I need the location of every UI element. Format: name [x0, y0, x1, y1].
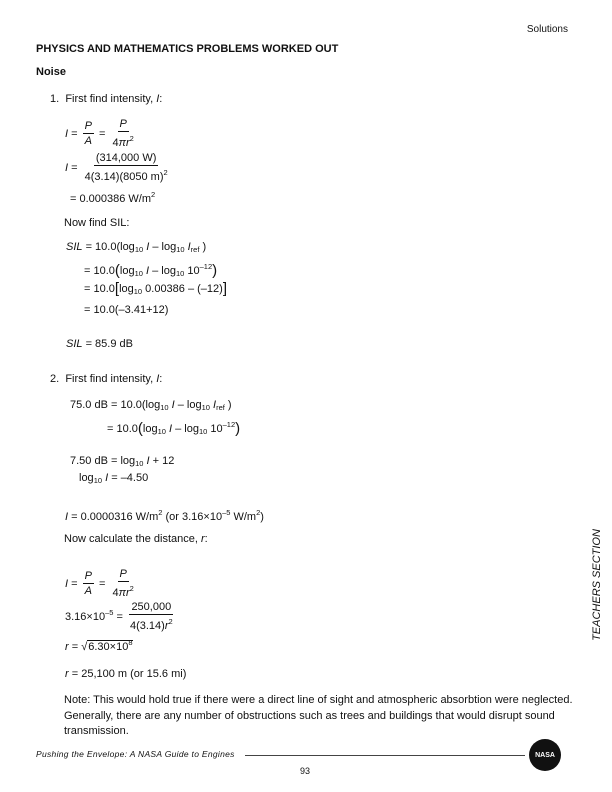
math-text: log [119, 283, 134, 295]
numerator [118, 118, 129, 132]
math-text: W/m [230, 511, 257, 523]
fraction [111, 568, 136, 600]
math-variable: A [84, 585, 92, 597]
math-variable: r [65, 668, 69, 680]
subscript: 10 [198, 427, 208, 436]
superscript: 2 [129, 584, 134, 593]
equation [84, 260, 217, 281]
logo-text: NASA [535, 751, 555, 759]
equation [65, 568, 138, 600]
numerator [94, 152, 159, 166]
footer-divider [245, 755, 525, 756]
math-text: = 10.0(log [82, 241, 135, 253]
distance-intro: Now calculate the distance, r: [64, 533, 208, 545]
note-line: transmission. [64, 725, 129, 737]
variable: I [156, 373, 160, 385]
math-text: 7.50 dB = log [70, 455, 136, 467]
page-title: PHYSICS AND MATHEMATICS PROBLEMS WORKED OUT [36, 43, 339, 55]
equation [84, 303, 168, 317]
math-text: + 12 [149, 455, 175, 467]
problem-intro: First find intensity, [65, 93, 157, 105]
equation [65, 506, 264, 524]
superscript: 2 [129, 134, 134, 143]
footer-guide-title: Pushing the Envelope: A NASA Guide to Engines [36, 749, 235, 759]
math-variable: I [65, 127, 69, 140]
math-text: = [68, 127, 81, 140]
math-text: 4 [112, 137, 119, 149]
subscript: 10 [133, 287, 143, 296]
math-variable: P [119, 568, 127, 580]
math-variable: P [84, 120, 92, 132]
math-variable: I [171, 399, 175, 411]
superscript: –5 [105, 607, 114, 617]
math-text: – log [149, 265, 176, 277]
math-variable: P [84, 570, 92, 582]
subscript: 10 [135, 459, 144, 468]
math-text: – log [174, 399, 202, 411]
math-text: ) [260, 511, 264, 523]
math-text: = 10.0(–3.41+12) [84, 304, 169, 316]
equation [65, 152, 172, 184]
math-text: 10 [207, 423, 223, 435]
section-header: Solutions [526, 24, 568, 35]
math-text: = [95, 127, 109, 140]
teachers-section-label: TEACHERS SECTION [591, 529, 603, 641]
math-variable: I [145, 265, 150, 277]
math-text: ) [224, 399, 232, 411]
equation [65, 667, 186, 681]
note [64, 693, 573, 740]
numerator [83, 120, 94, 134]
subscript: 10 [134, 269, 143, 278]
math-variable: I [146, 455, 150, 467]
denominator [83, 584, 94, 598]
math-text: ) [199, 241, 207, 253]
math-variable: I [65, 161, 69, 174]
bracket: ] [222, 280, 227, 297]
denominator [83, 134, 94, 148]
numerator [129, 601, 173, 615]
math-variable: SIL [66, 241, 83, 253]
math-text: 4(3.14) [129, 620, 165, 632]
superscript: 2 [256, 508, 261, 517]
nasa-logo-icon [529, 739, 561, 771]
math-text: (314,000 W) [95, 152, 157, 164]
variable: r [200, 533, 205, 545]
note-line: Generally, there are any number of obstructions such as trees and buildings that would disrupt sound [64, 709, 555, 722]
equation [65, 118, 138, 150]
math-text: – log [149, 241, 177, 253]
math-variable: πr [118, 587, 130, 599]
math-variable: SIL [66, 338, 83, 350]
superscript: 2 [151, 190, 156, 199]
fraction [128, 601, 175, 633]
numerator [83, 570, 94, 584]
math-variable: I [187, 241, 191, 253]
math-text: = 0.000386 W/m [70, 193, 152, 205]
math-text: = 10.0 [84, 283, 115, 295]
math-text: = 10.0 [107, 423, 138, 435]
subscript: 10 [93, 476, 103, 485]
math-text: log [119, 265, 135, 277]
math-variable: I [105, 472, 109, 484]
subscript: 10 [157, 427, 166, 436]
bracket: [ [114, 280, 120, 297]
sil-intro: Now find SIL: [64, 217, 130, 229]
page-number: 93 [300, 766, 311, 776]
fraction [83, 120, 94, 148]
math-text: = [113, 610, 126, 623]
math-text: = 25,100 m (or 15.6 mi) [68, 668, 187, 680]
math-text: 75.0 dB = 10.0(log [70, 399, 161, 411]
equation [66, 240, 206, 257]
math-text: 0.00386 – (–12) [142, 283, 223, 295]
math-text: = [68, 161, 81, 174]
fraction [111, 118, 136, 150]
bracket: ) [212, 262, 218, 279]
bracket: ( [114, 262, 120, 279]
math-text: = √ [68, 641, 88, 653]
equation [107, 418, 240, 439]
distance-intro-text: Now calculate the distance, [64, 533, 201, 545]
numerator [118, 568, 129, 582]
bracket: ( [137, 420, 143, 437]
problem-number: 1. [50, 93, 60, 105]
equation [70, 454, 174, 471]
superscript: 8 [128, 638, 133, 647]
note-line: Note: This would hold true if there were a direct line of sight and atmospheric absorbtion were neglected. [64, 694, 573, 706]
math-variable: r [65, 641, 69, 653]
equation [79, 471, 148, 488]
denominator [128, 615, 175, 633]
math-variable: I [168, 423, 173, 435]
equation [70, 398, 232, 415]
subscript: 10 [134, 245, 144, 254]
equation [70, 188, 155, 206]
problem-intro: First find intensity, [65, 373, 157, 385]
math-variable: r [164, 620, 169, 632]
math-text: 6.30×10 [88, 641, 129, 653]
superscript: –5 [222, 508, 231, 517]
math-text: = –4.50 [108, 472, 149, 484]
math-text: = 0.0000316 W/m [68, 511, 159, 523]
math-text: 3.16×10 [65, 610, 106, 623]
denominator [111, 582, 136, 600]
denominator [83, 166, 170, 184]
equation [84, 282, 227, 299]
math-text: = [68, 577, 81, 590]
problem-2-heading: 2. First find intensity, I: [50, 373, 163, 385]
math-text: = 85.9 dB [82, 338, 133, 350]
math-text: 10 [184, 265, 200, 277]
math-text: 4 [112, 587, 119, 599]
superscript: 2 [168, 617, 173, 626]
section-subtitle: Noise [36, 66, 66, 78]
variable: I [156, 93, 160, 105]
equation [65, 636, 133, 654]
subscript: 10 [201, 403, 210, 412]
math-text: = 10.0 [84, 265, 115, 277]
denominator [111, 132, 136, 150]
math-variable: P [119, 118, 127, 130]
math-text: log [142, 423, 158, 435]
radicand [87, 640, 132, 653]
superscript: –12 [199, 262, 213, 271]
math-variable: I [213, 399, 217, 411]
math-variable: A [84, 135, 92, 147]
problem-number: 2. [50, 373, 60, 385]
math-variable: I [65, 577, 69, 590]
math-variable: πr [118, 137, 130, 149]
fraction [83, 570, 94, 598]
equation [66, 337, 133, 351]
math-text: 4(3.14)(8050 m) [84, 171, 164, 183]
problem-1-heading: 1. First find intensity, I: [50, 93, 163, 105]
math-variable: I [65, 511, 69, 523]
subscript: ref [216, 403, 225, 412]
superscript: 2 [163, 168, 168, 177]
subscript: 10 [160, 403, 169, 412]
superscript: –12 [222, 420, 236, 429]
superscript: 2 [158, 508, 163, 517]
subscript: ref [190, 245, 200, 254]
math-variable: I [146, 241, 150, 253]
math-text: 250,000 [131, 601, 172, 613]
subscript: 10 [176, 245, 185, 254]
math-text: (or 3.16×10 [162, 511, 223, 523]
math-text: = [95, 577, 109, 590]
math-text: log [79, 472, 94, 484]
math-text: – log [172, 423, 199, 435]
subscript: 10 [175, 269, 185, 278]
equation [65, 601, 177, 633]
bracket: ) [235, 420, 241, 437]
fraction [83, 152, 170, 184]
